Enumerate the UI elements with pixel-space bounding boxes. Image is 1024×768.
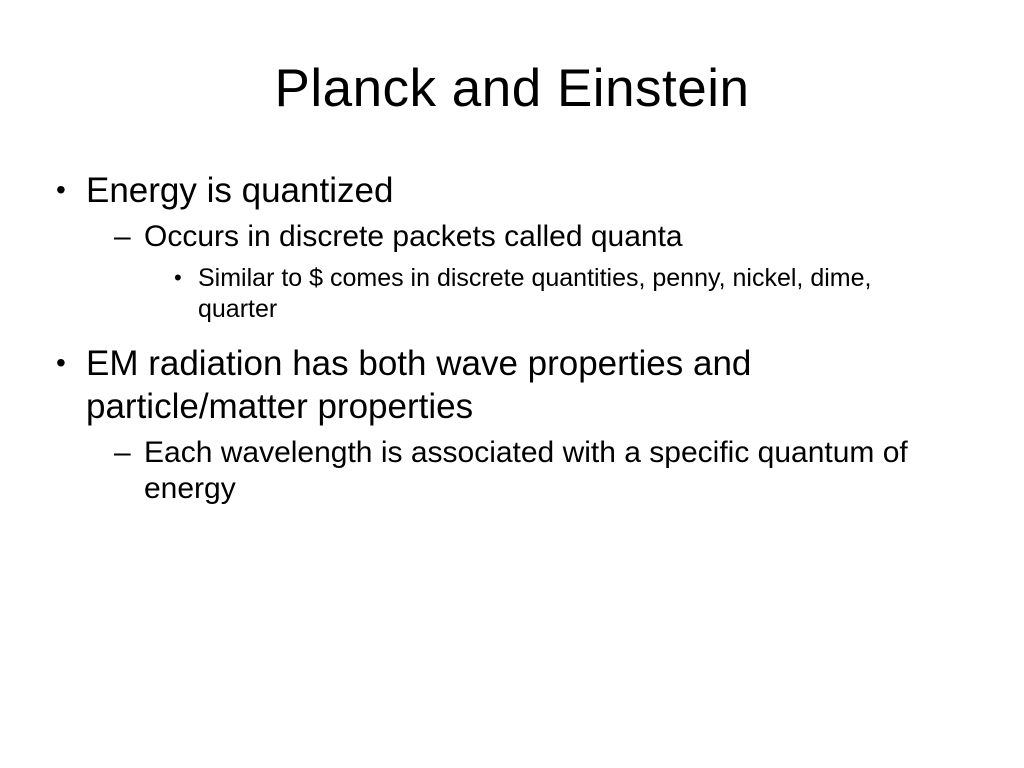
list-item	[56, 170, 984, 213]
list-item	[114, 219, 984, 255]
list-item-text: Each wavelength is associated with a specific quantum of energy	[144, 435, 908, 505]
bullet-dash-icon: –	[114, 435, 131, 469]
bullet-dot-icon: •	[56, 347, 66, 379]
slide-body	[0, 170, 1024, 507]
bullet-dot-icon: •	[56, 174, 66, 206]
list-item	[56, 343, 984, 428]
page-title: Planck and Einstein	[274, 59, 750, 118]
list-item	[114, 435, 984, 507]
list-item	[174, 263, 984, 326]
list-item-text: EM radiation has both wave properties and particle/matter properties	[86, 344, 752, 427]
bullet-dash-icon: –	[114, 219, 131, 253]
spacer	[56, 329, 984, 343]
list-item-text: Similar to $ comes in discrete quantities, penny, nickel, dime, quarter	[198, 263, 872, 324]
list-item-text: Energy is quantized	[86, 171, 394, 211]
bullet-dot-icon: •	[174, 264, 182, 290]
list-item-text: Occurs in discrete packets called quanta	[144, 219, 683, 253]
